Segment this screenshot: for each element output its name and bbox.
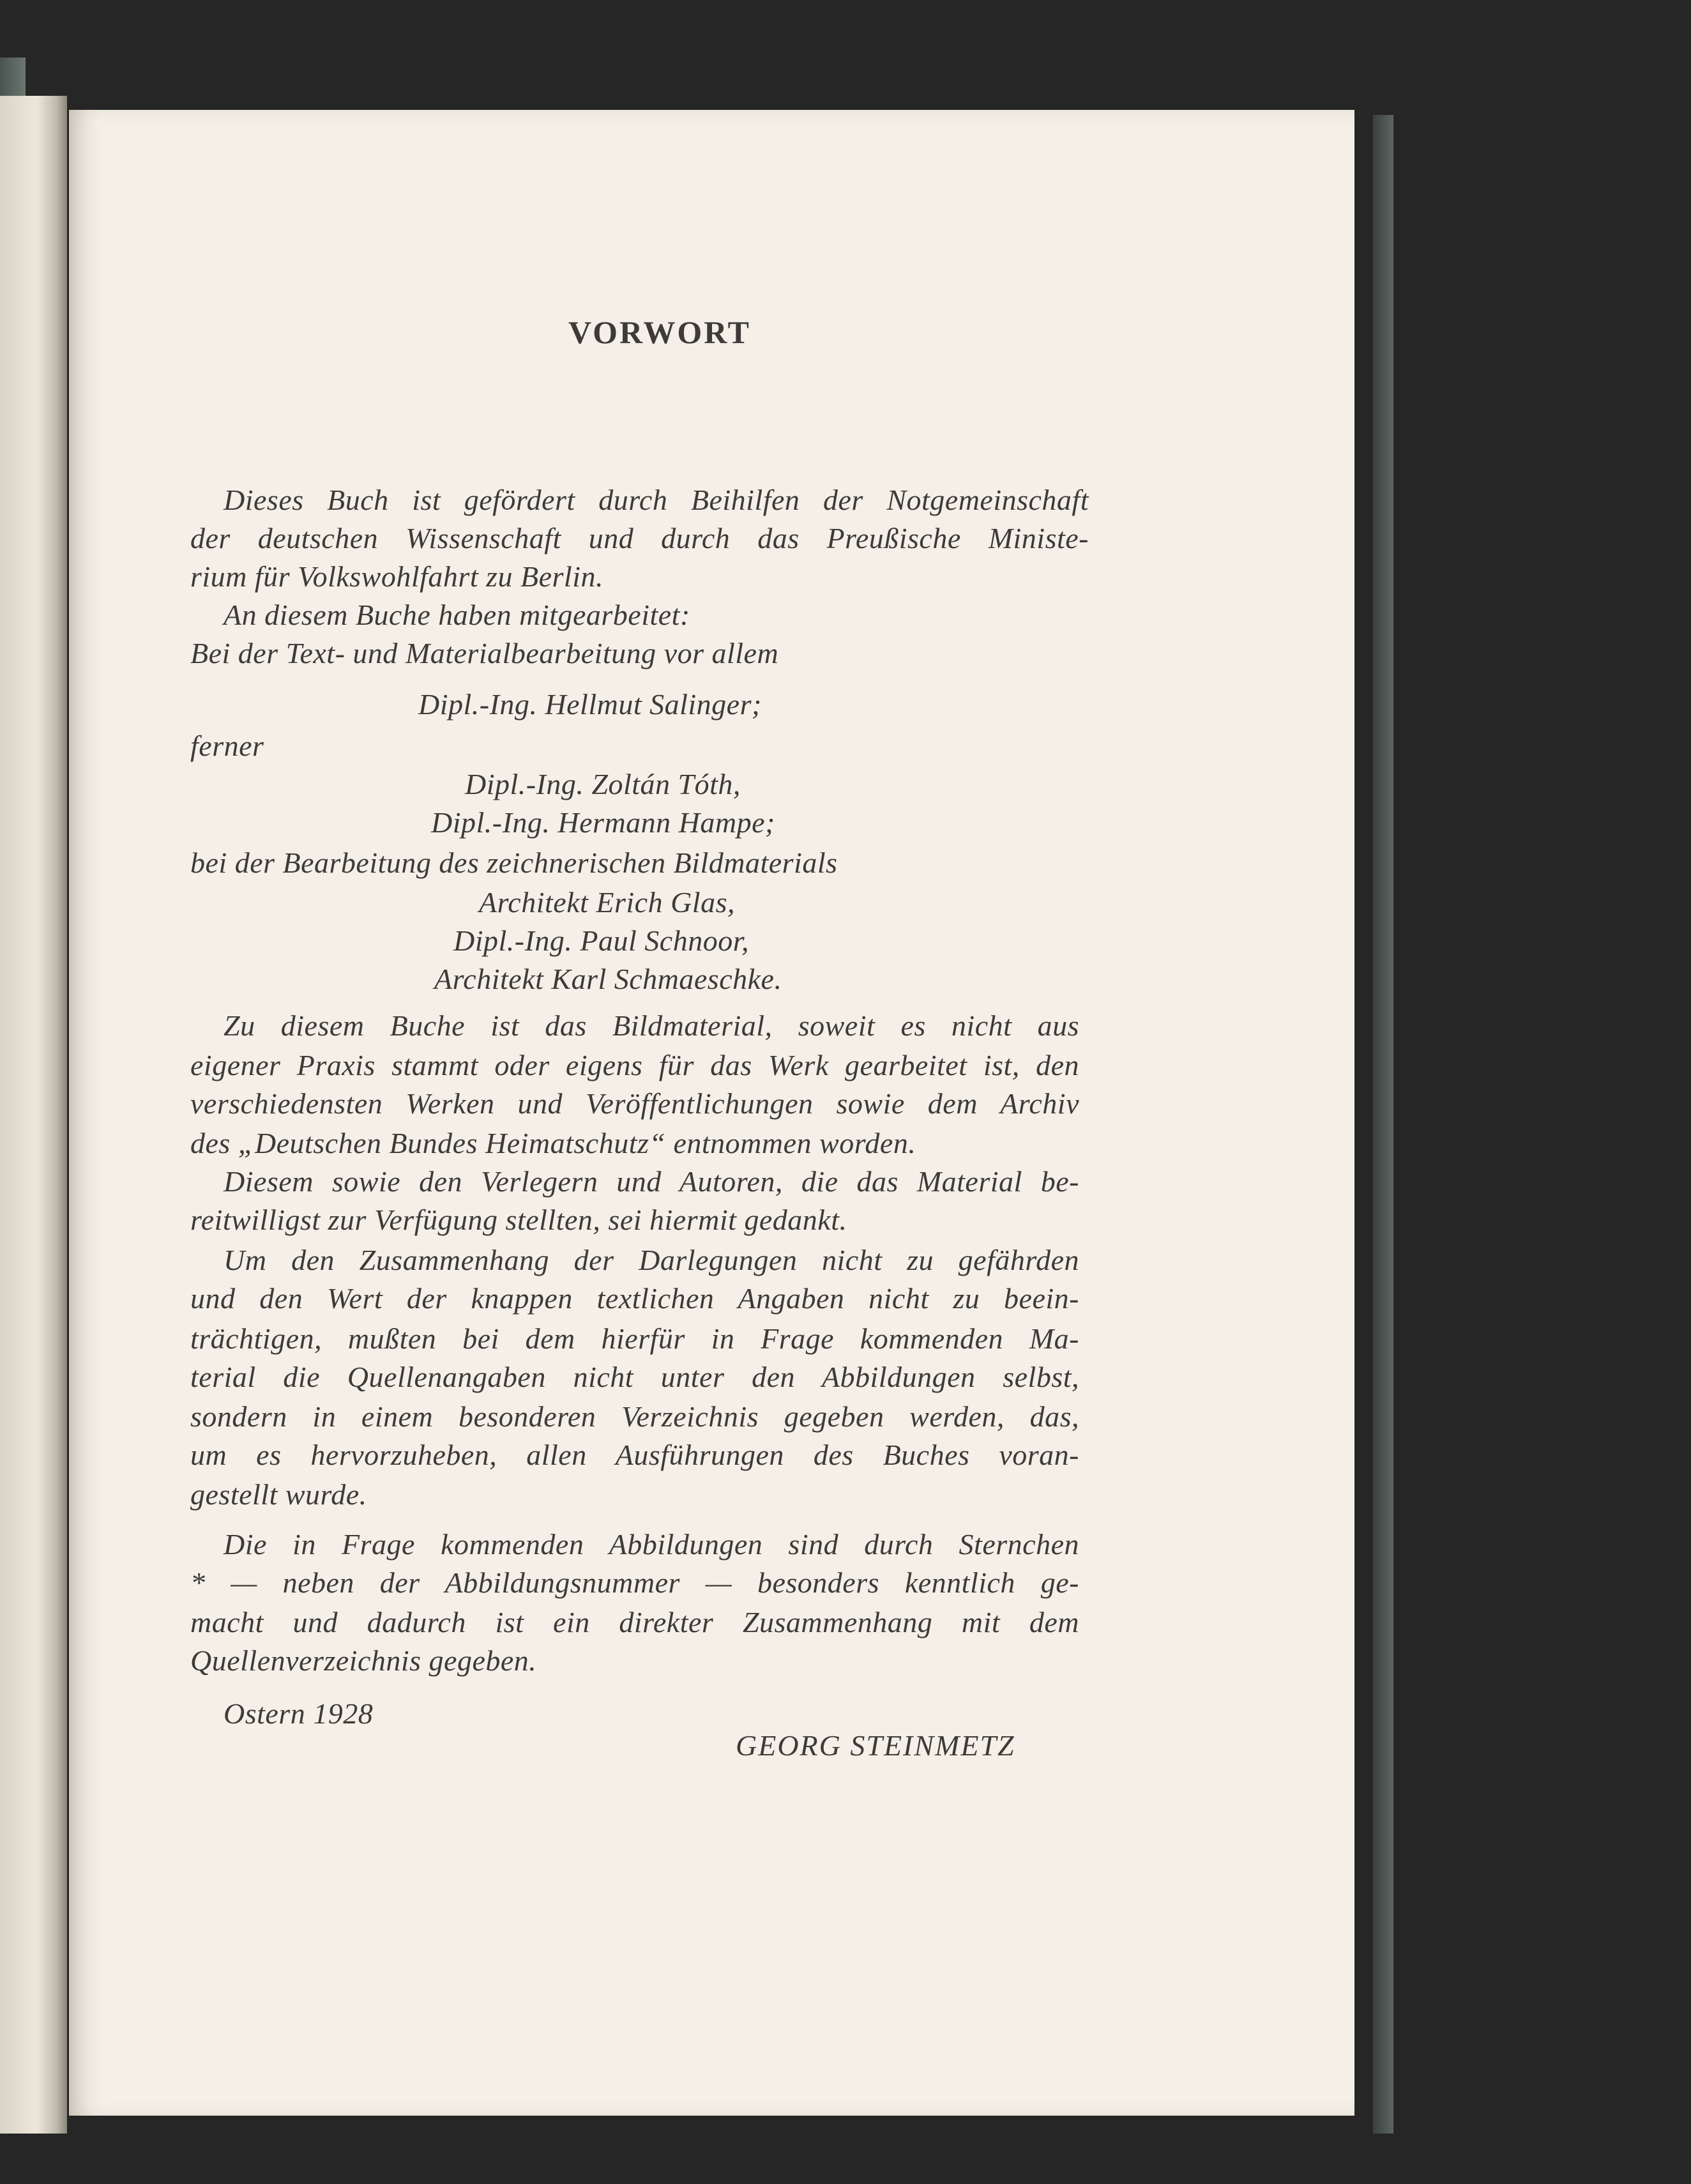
text-line: Um den Zusammenhang der Darlegungen nicht zu gefährden — [224, 1244, 1079, 1276]
contributor-name: Dipl.-Ing. Zoltán Tóth, — [465, 768, 741, 800]
text-line: Quellenverzeichnis gegeben. — [190, 1644, 537, 1677]
author-signature: GEORG STEINMETZ — [736, 1729, 1015, 1762]
text-line: sondern in einem besonderen Verzeichnis gegeben werden, das, — [190, 1400, 1079, 1433]
text-line: der deutschen Wissenschaft und durch das Preußische Ministe- — [190, 522, 1089, 554]
text-line: Diesem sowie den Verlegern und Autoren, die das Material be- — [224, 1165, 1079, 1198]
date: Ostern 1928 — [224, 1697, 374, 1730]
text-line: eigener Praxis stammt oder eigens für das Werk gearbeitet ist, den — [190, 1049, 1079, 1081]
text-line: rium für Volkswohlfahrt zu Berlin. — [190, 560, 603, 593]
text-line: reitwilligst zur Verfügung stellten, sei hiermit gedankt. — [190, 1203, 847, 1236]
text-line: Dieses Buch ist gefördert durch Beihilfen der Notgemeinschaft — [224, 484, 1089, 516]
book-cover-edge-right — [1373, 115, 1393, 2134]
contributor-name: Architekt Erich Glas, — [479, 886, 735, 919]
text-line: Die in Frage kommenden Abbildungen sind durch Sternchen — [224, 1528, 1079, 1561]
text-line: Bei der Text- und Materialbearbeitung vor allem — [190, 637, 779, 669]
text-line: * — neben der Abbildungsnummer — besonders kenntlich ge- — [190, 1566, 1079, 1599]
text-line: Zu diesem Buche ist das Bildmaterial, soweit es nicht aus — [224, 1009, 1079, 1042]
text-line: und den Wert der knappen textlichen Angaben nicht zu beein- — [190, 1282, 1079, 1315]
contributor-name: Dipl.-Ing. Hellmut Salinger; — [418, 688, 762, 721]
left-page-edge — [0, 96, 67, 2134]
contributor-name: Dipl.-Ing. Paul Schnoor, — [453, 924, 750, 957]
text-line: des „Deutschen Bundes Heimatschutz“ entnommen worden. — [190, 1127, 916, 1159]
text-line: bei der Bearbeitung des zeichnerischen Bildmaterials — [190, 846, 838, 879]
contributor-name: Dipl.-Ing. Hermann Hampe; — [431, 806, 775, 839]
text-line: trächtigen, mußten bei dem hierfür in Frage kommenden Ma- — [190, 1322, 1079, 1355]
page-title: VORWORT — [568, 314, 751, 350]
text-line: gestellt wurde. — [190, 1478, 367, 1511]
text-line: terial die Quellenangaben nicht unter den Abbildungen selbst, — [190, 1361, 1079, 1393]
text-line: um es hervorzuheben, allen Ausführungen des Buches voran- — [190, 1439, 1079, 1471]
text-line: verschiedensten Werken und Veröffentlichungen sowie dem Archiv — [190, 1087, 1079, 1120]
text-line: ferner — [190, 729, 264, 762]
text-line: macht und dadurch ist ein direkter Zusammenhang mit dem — [190, 1606, 1079, 1638]
text-line: An diesem Buche haben mitgearbeitet: — [224, 599, 690, 631]
contributor-name: Architekt Karl Schmaeschke. — [434, 963, 782, 995]
